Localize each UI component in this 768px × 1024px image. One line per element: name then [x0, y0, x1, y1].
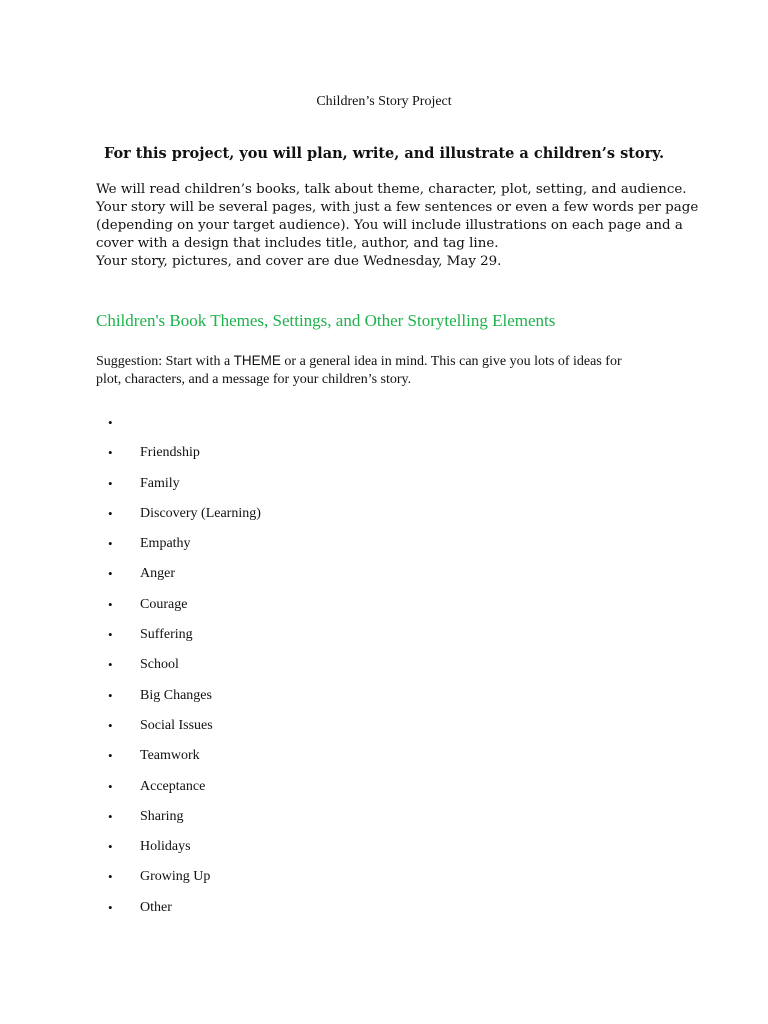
intro-line: cover with a design that includes title, author, and tag line.: [96, 236, 499, 251]
intro-line: (depending on your target audience). You will include illustrations on each page and a: [96, 218, 683, 233]
suggestion-prefix: Suggestion: Start with a: [96, 354, 234, 369]
bullet-icon: •: [108, 687, 113, 703]
bullet-icon: •: [108, 869, 113, 885]
bullet-icon: •: [108, 808, 113, 824]
theme-keyword: THEME: [233, 353, 281, 368]
bullet-icon: •: [108, 505, 113, 521]
theme-label: School: [140, 657, 179, 673]
theme-label: Social Issues: [140, 717, 213, 733]
theme-label: Holidays: [140, 839, 191, 855]
bullet-icon: •: [108, 778, 113, 794]
section-heading: Children's Book Themes, Settings, and Other Storytelling Elements: [96, 311, 556, 330]
suggestion-paragraph: [96, 352, 696, 389]
theme-label: Anger: [140, 566, 175, 582]
bullet-icon: •: [108, 596, 113, 612]
bullet-icon: •: [108, 536, 113, 552]
bullet-icon: •: [108, 899, 113, 915]
bullet-icon: •: [108, 717, 113, 733]
bullet-icon: •: [108, 748, 113, 764]
theme-label: Discovery (Learning): [140, 505, 261, 521]
bullet-icon: •: [108, 566, 113, 582]
suggestion-line-1: [96, 352, 696, 371]
bullet-icon: •: [108, 475, 113, 491]
document-title: Children’s Story Project: [316, 94, 452, 109]
theme-label: Family: [140, 475, 180, 491]
suggestion-suffix: or a general idea in mind. This can give you lots of ideas for: [280, 354, 622, 369]
theme-label: Sharing: [140, 808, 184, 824]
theme-label: Growing Up: [140, 869, 211, 885]
theme-label: Acceptance: [140, 778, 206, 794]
bullet-icon: •: [108, 657, 113, 673]
intro-line: Your story will be several pages, with just a few sentences or even a few words per page: [96, 200, 699, 215]
bullet-icon: •: [108, 445, 113, 461]
theme-label: Other: [140, 899, 172, 915]
theme-label: Friendship: [140, 445, 200, 461]
project-headline: For this project, you will plan, write, and illustrate a children’s story.: [103, 145, 665, 162]
intro-line: We will read children’s books, talk about theme, character, plot, setting, and audience.: [96, 182, 687, 197]
theme-label: Empathy: [140, 536, 191, 552]
intro-line: Your story, pictures, and cover are due Wednesday, May 29.: [96, 254, 502, 269]
intro-paragraph: [96, 181, 699, 271]
theme-label: Suffering: [140, 627, 193, 643]
theme-label: Big Changes: [140, 687, 212, 703]
bullet-icon: •: [108, 839, 113, 855]
theme-label: Courage: [140, 596, 188, 612]
bullet-icon: •: [108, 415, 113, 430]
suggestion-line-2: plot, characters, and a message for your children’s story.: [96, 372, 412, 387]
bullet-icon: •: [108, 627, 113, 643]
theme-label: Teamwork: [140, 748, 200, 764]
